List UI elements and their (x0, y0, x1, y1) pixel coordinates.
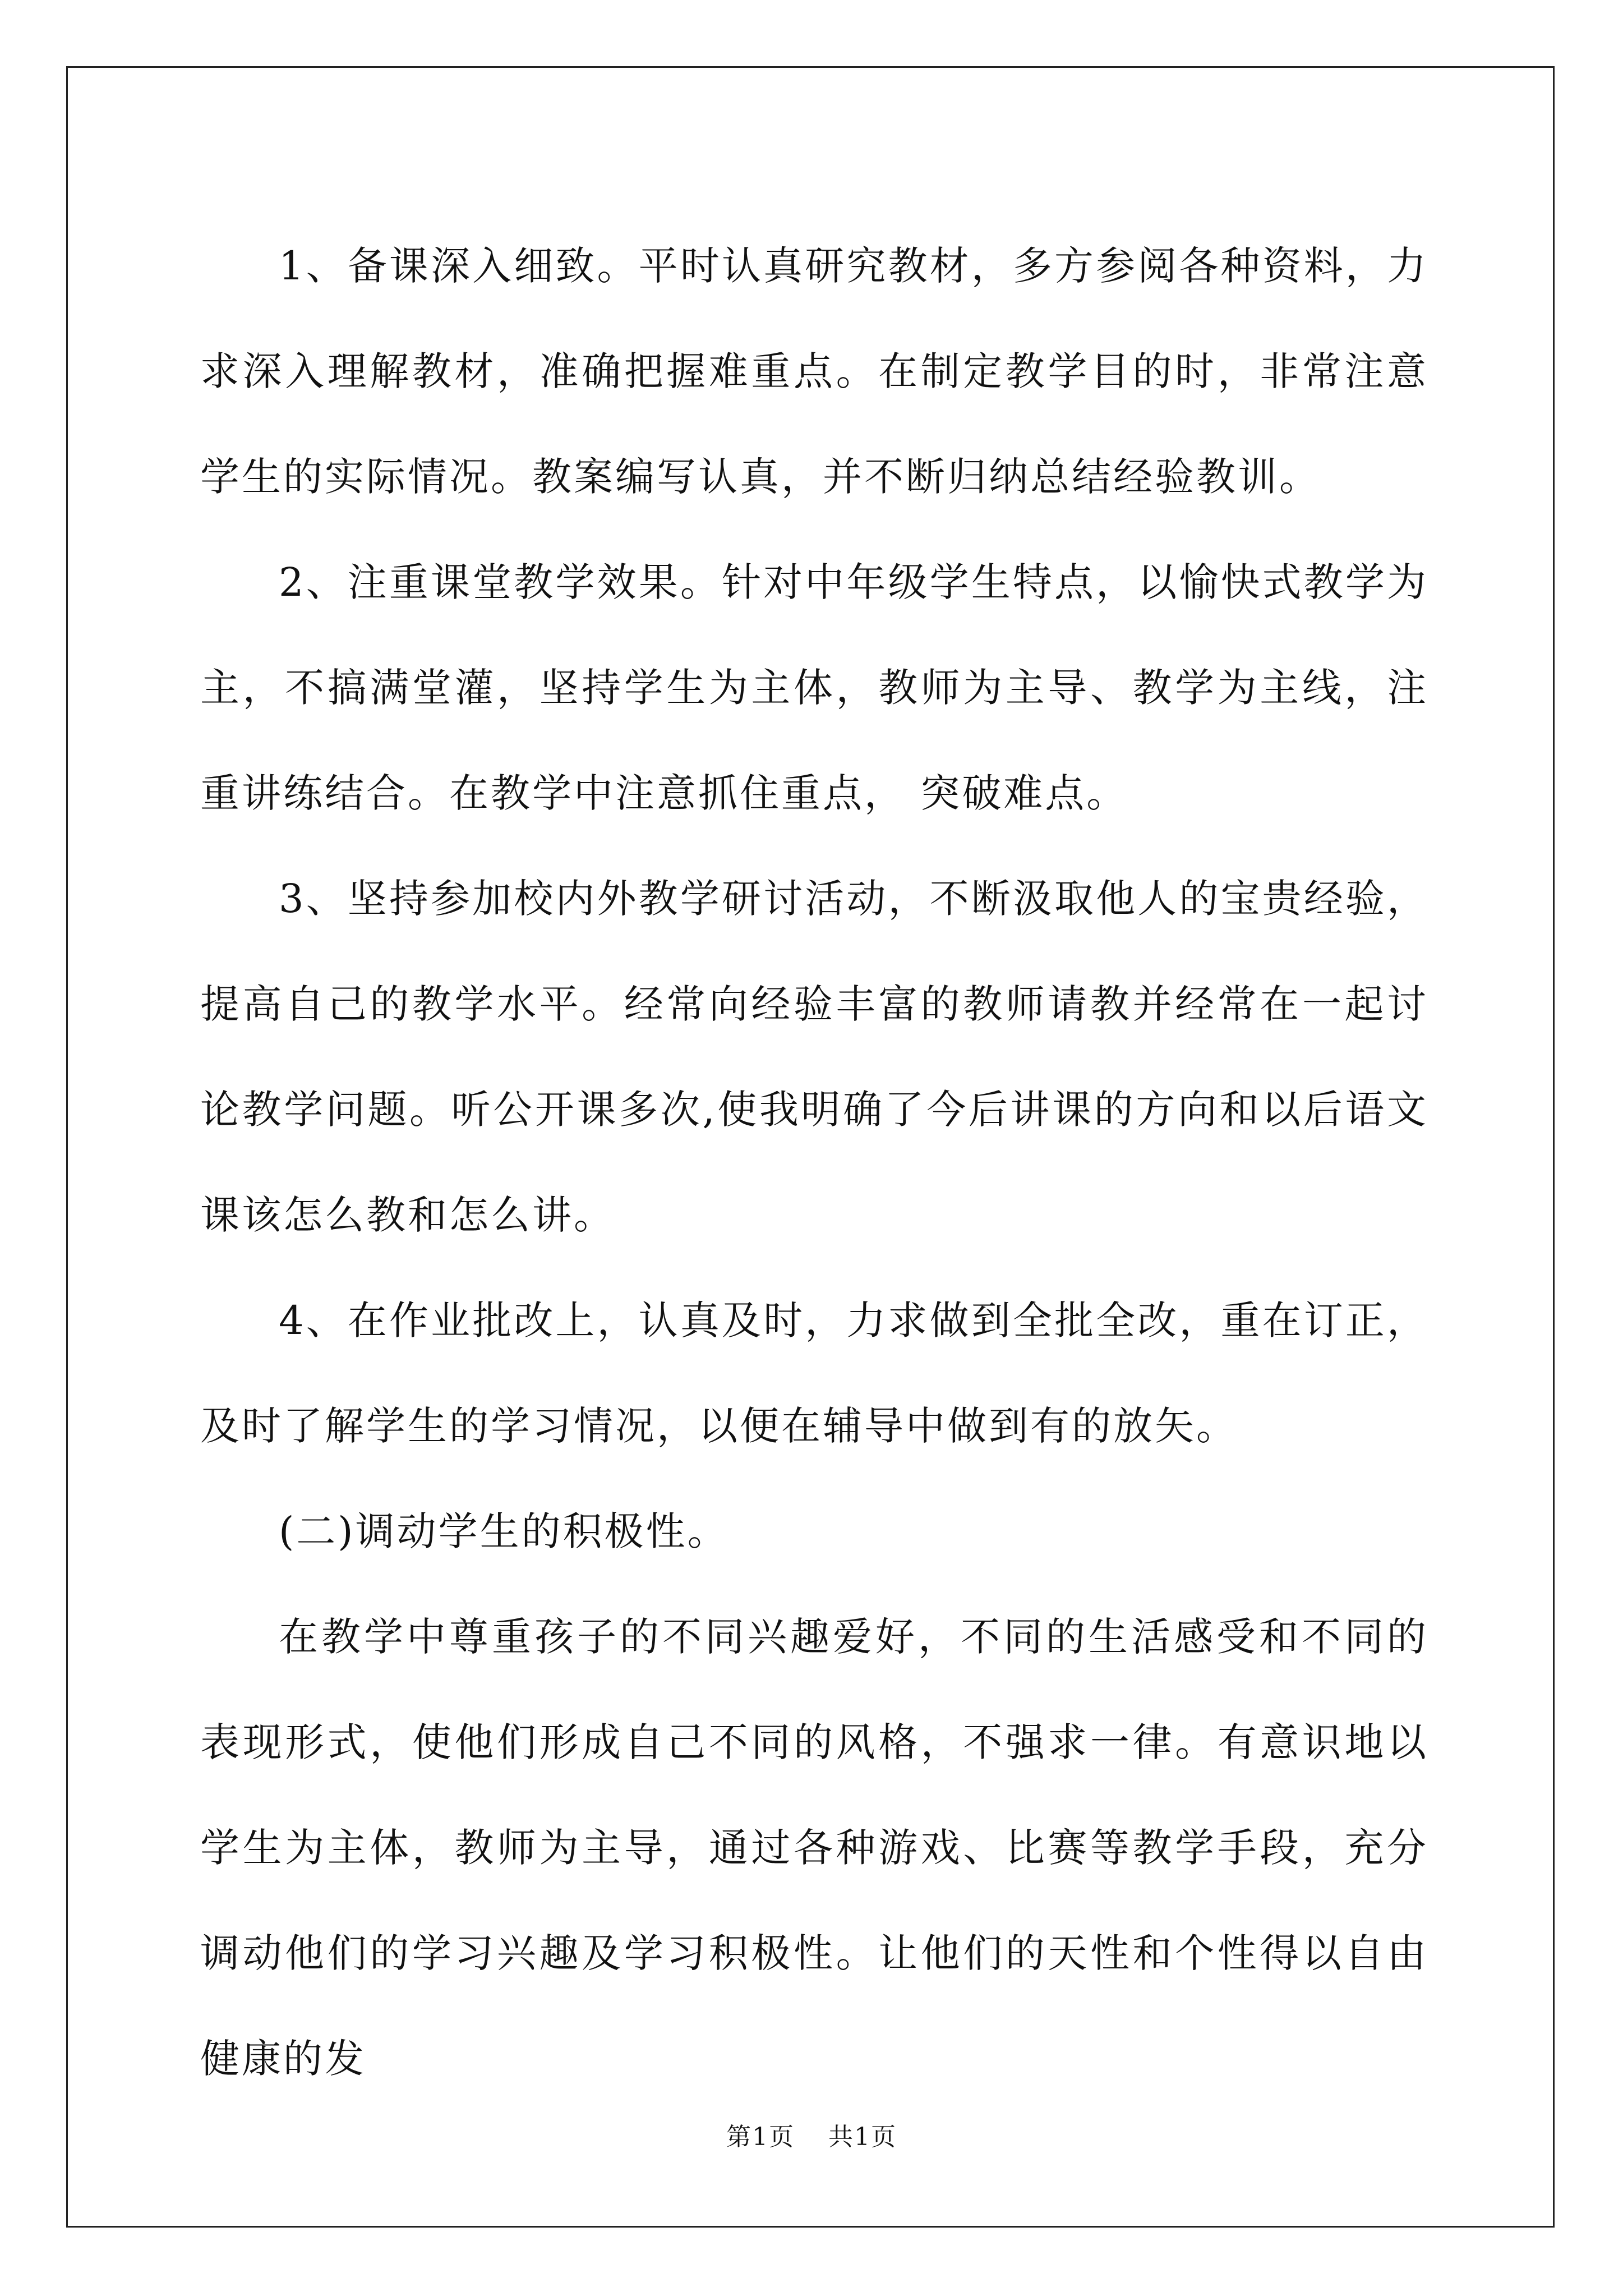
page-number: 第1页 (726, 2123, 795, 2151)
paragraph: 1、备课深入细致。平时认真研究教材，多方参阅各种资料，力求深入理解教材，准确把握难重点。在制定教学目的时，非常注意学生的实际情况。教案编写认真，并不断归纳总结经验教训。 (200, 243, 1428, 500)
paragraph: 3、坚持参加校内外教学研讨活动，不断汲取他人的宝贵经验，提高自己的教学水平。经常向经验丰富的教师请教并经常在一起讨论教学问题。听公开课多次,使我明确了今后讲课的方向和以后语文课该怎么教和怎么讲。 (200, 876, 1428, 1238)
page-footer (0, 2120, 1623, 2154)
paragraph: 4、在作业批改上，认真及时，力求做到全批全改，重在订正，及时了解学生的学习情况，以便在辅导中做到有的放矢。 (200, 1297, 1428, 1449)
paragraph: 在教学中尊重孩子的不同兴趣爱好，不同的生活感受和不同的表现形式，使他们形成自己不同的风格，不强求一律。有意识地以学生为主体，教师为主导，通过各种游戏、比赛等教学手段，充分调动他们的学习兴趣及学习积极性。让他们的天性和个性得以自由健康的发 (200, 1614, 1428, 2082)
paragraph: (二)调动学生的积极性。 (279, 1508, 729, 1554)
page-total: 共1页 (828, 2123, 897, 2151)
document-body (200, 213, 1428, 2111)
paragraph: 2、注重课堂教学效果。针对中年级学生特点，以愉快式教学为主，不搞满堂灌，坚持学生为主体，教师为主导、教学为主线，注重讲练结合。在教学中注意抓住重点， 突破难点。 (200, 559, 1428, 816)
